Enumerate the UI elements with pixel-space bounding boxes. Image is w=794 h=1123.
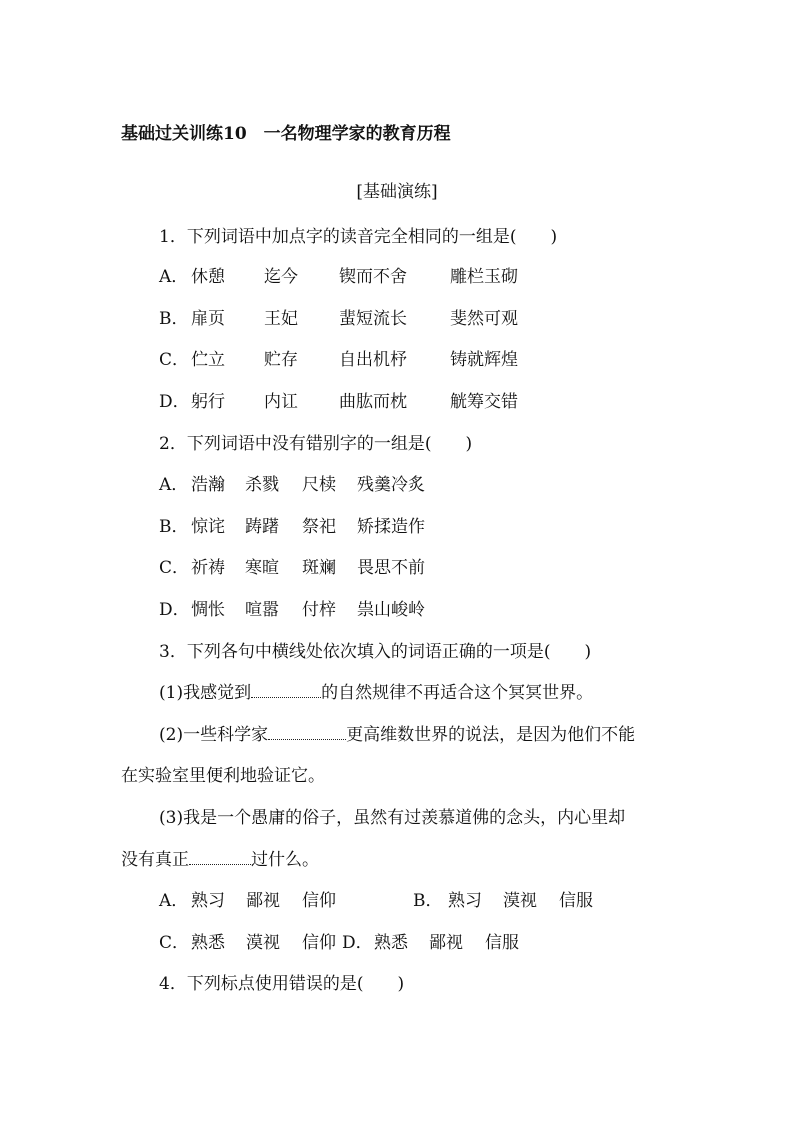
q3-stem: 3．下列各句中横线处依次填入的词语正确的一项是( ) (159, 642, 592, 662)
q1-stem: 1．下列词语中加点字的读音完全相同的一组是( ) (159, 227, 558, 247)
sentence-text: (2)一些科学家 (159, 725, 269, 745)
option-word: 雕栏玉砌 (450, 267, 518, 287)
q2-option-b (159, 515, 425, 539)
option-word: 尺椟 (302, 475, 336, 495)
option-label: B． (413, 891, 443, 911)
option-word: 熟悉 (191, 933, 225, 953)
q2-option-c (159, 556, 425, 580)
option-label: A． (159, 891, 189, 911)
option-word: 祈祷 (191, 558, 225, 578)
fill-blank (268, 723, 346, 740)
option-word: 寒暄 (245, 558, 279, 578)
option-word: 觥筹交错 (450, 392, 518, 412)
option-label: C． (159, 558, 190, 578)
option-word: 惊诧 (191, 517, 225, 537)
option-word: 熟习 (448, 891, 482, 911)
q3-options-ab (159, 889, 593, 913)
q3-sentence-2-cont: 在实验室里便利地验证它。 (121, 766, 325, 786)
fill-blank (189, 848, 251, 865)
option-word: 漠视 (503, 891, 537, 911)
option-word: 休憩 (191, 267, 225, 287)
option-word: 自出机杼 (339, 350, 407, 370)
document-title: 基础过关训练10 一名物理学家的教育历程 (121, 124, 451, 144)
option-word: 内讧 (264, 392, 298, 412)
option-word: 矫揉造作 (357, 517, 425, 537)
sentence-text: 过什么。 (251, 850, 319, 870)
option-word: 王妃 (264, 309, 298, 329)
option-label: A． (159, 475, 189, 495)
option-word: 伫立 (191, 350, 225, 370)
option-word: 杀戮 (245, 475, 279, 495)
q3-sentence-3-cont (121, 848, 319, 872)
q2-option-d (159, 598, 425, 622)
option-word: 迄今 (264, 267, 298, 287)
option-word: 信仰 (302, 891, 336, 911)
option-word: 信仰 (302, 933, 336, 953)
section-heading: [基础演练] (356, 182, 438, 202)
option-label: B． (159, 517, 189, 537)
option-word: 残羹冷炙 (357, 475, 425, 495)
option-word: 鄙视 (429, 933, 463, 953)
option-word: 斐然可观 (450, 309, 518, 329)
option-word: 信服 (485, 933, 519, 953)
q1-option-c (159, 348, 518, 372)
sentence-text: (1)我感觉到 (159, 683, 252, 703)
option-word: 蜚短流长 (339, 309, 407, 329)
q4-stem: 4．下列标点使用错误的是( ) (159, 974, 405, 994)
fill-blank (251, 681, 321, 698)
option-word: 熟习 (191, 891, 225, 911)
sentence-text: 更高维数世界的说法，是因为他们不能 (346, 725, 636, 745)
option-word: 踌躇 (245, 517, 279, 537)
option-label: D． (159, 392, 190, 412)
option-word: 浩瀚 (191, 475, 225, 495)
option-label: D． (159, 600, 190, 620)
option-word: 惆怅 (191, 600, 225, 620)
option-word: 喧嚣 (245, 600, 279, 620)
option-word: 扉页 (191, 309, 225, 329)
q3-sentence-1 (159, 681, 593, 705)
option-label: C． (159, 350, 190, 370)
q1-option-d (159, 390, 518, 414)
sentence-text: 没有真正 (121, 850, 189, 870)
q1-option-b (159, 307, 518, 331)
option-label: C． (159, 933, 190, 953)
option-word: 畏思不前 (357, 558, 425, 578)
option-word: 曲肱而枕 (339, 392, 407, 412)
option-word: 信服 (559, 891, 593, 911)
q2-stem: 2．下列词语中没有错别字的一组是( ) (159, 434, 473, 454)
q3-sentence-3: (3)我是一个愚庸的俗子，虽然有过羡慕道佛的念头，内心里却 (159, 808, 626, 828)
q2-option-a (159, 473, 425, 497)
option-word: 锲而不舍 (339, 267, 407, 287)
option-word: 祭祀 (302, 517, 336, 537)
q3-options-cd (159, 931, 519, 955)
option-label: B． (159, 309, 189, 329)
option-word: 漠视 (246, 933, 280, 953)
option-word: 付梓 (302, 600, 336, 620)
sentence-text: 的自然规律不再适合这个冥冥世界。 (321, 683, 594, 703)
option-word: 贮存 (264, 350, 298, 370)
option-word: 祟山峻岭 (357, 600, 425, 620)
q1-option-a (159, 265, 518, 289)
option-word: 斑斓 (302, 558, 336, 578)
option-word: 鄙视 (246, 891, 280, 911)
option-word: 躬行 (191, 392, 225, 412)
q3-sentence-2 (159, 723, 635, 747)
option-word: 熟悉 (374, 933, 408, 953)
option-label: D． (342, 933, 373, 953)
option-word: 铸就辉煌 (450, 350, 518, 370)
option-label: A． (159, 267, 189, 287)
